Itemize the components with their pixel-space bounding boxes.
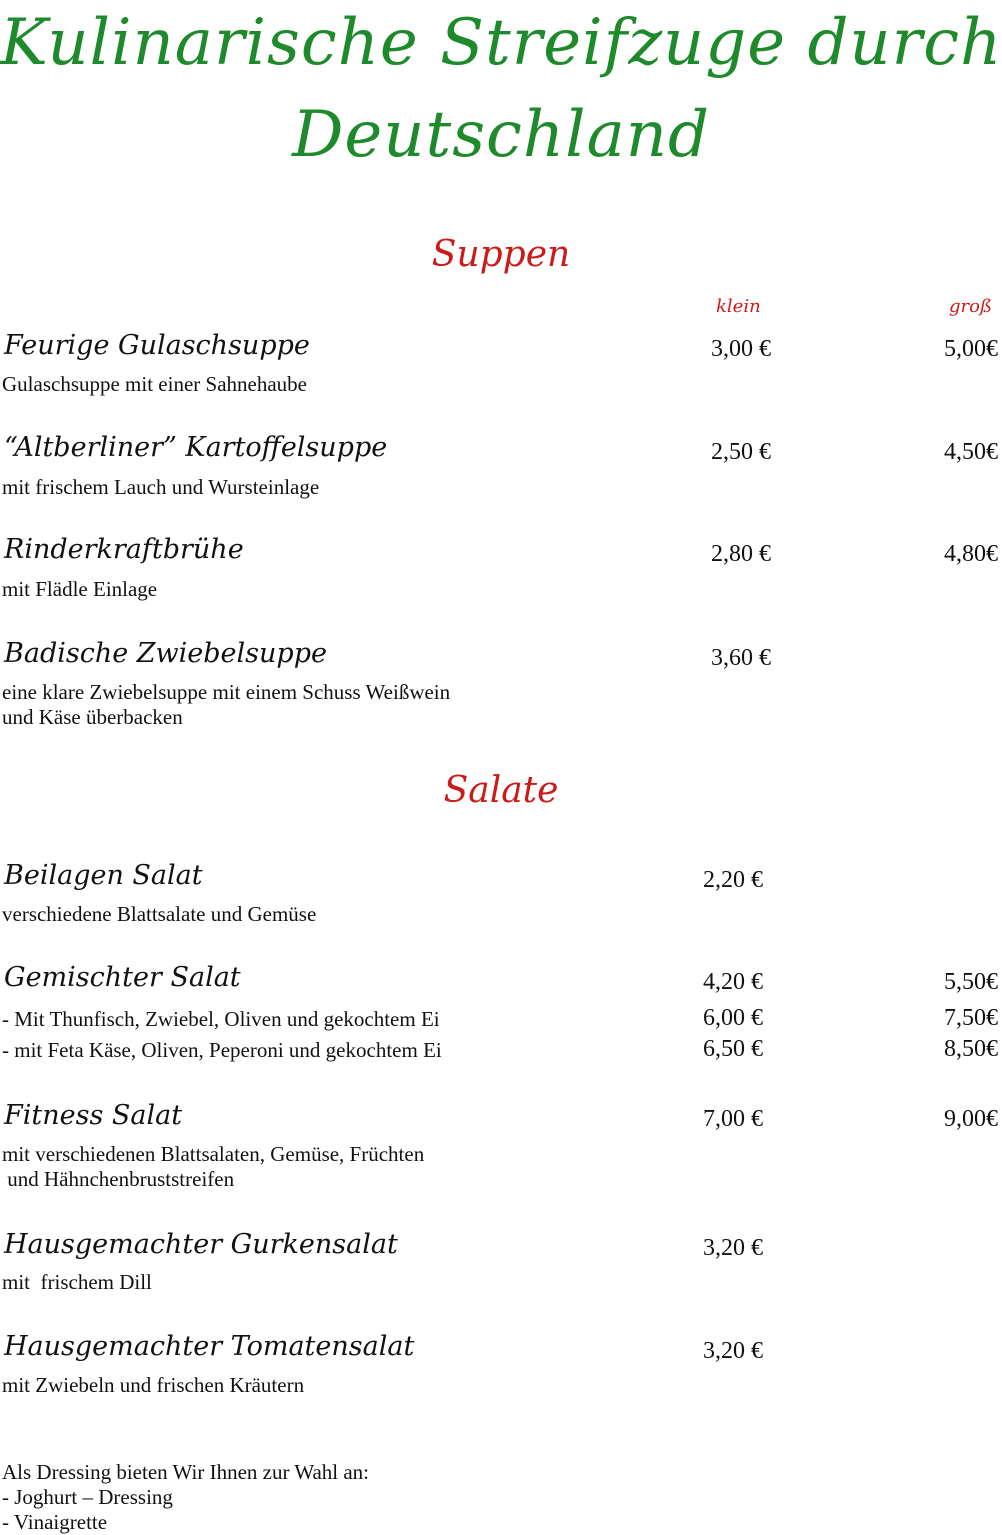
price-small: 7,00 € bbox=[703, 1106, 763, 1132]
price-small: 6,50 € bbox=[703, 1036, 763, 1062]
dish-description: verschiedene Blattsalate und Gemüse bbox=[2, 902, 317, 926]
dish-name: Rinderkraftbrühe bbox=[4, 534, 244, 565]
price-small: 6,00 € bbox=[703, 1005, 763, 1031]
price-small: 3,60 € bbox=[711, 645, 771, 671]
dish-description: mit Flädle Einlage bbox=[2, 577, 158, 601]
dish-name: Badische Zwiebelsuppe bbox=[4, 638, 327, 669]
dish-variant: - Mit Thunfisch, Zwiebel, Oliven und gekochtem Ei bbox=[2, 1007, 440, 1031]
dish-description: mit frischem Dill bbox=[2, 1270, 152, 1294]
column-header-small: klein bbox=[716, 296, 761, 317]
section-heading-salate: Salate bbox=[443, 770, 559, 811]
price-small: 2,20 € bbox=[703, 867, 763, 893]
dressing-option: - Joghurt – Dressing bbox=[2, 1485, 173, 1509]
dish-description: eine klare Zwiebelsuppe mit einem Schuss Weißwein bbox=[2, 680, 451, 704]
price-small: 2,80 € bbox=[711, 541, 771, 567]
price-large: 7,50€ bbox=[944, 1005, 998, 1031]
dish-description: mit frischem Lauch und Wursteinlage bbox=[2, 475, 320, 499]
price-small: 2,50 € bbox=[711, 439, 771, 465]
dish-name: “Altberliner” Kartoffelsuppe bbox=[4, 432, 388, 463]
dish-name: Gemischter Salat bbox=[4, 962, 241, 993]
dish-description: mit verschiedenen Blattsalaten, Gemüse, Früchten bbox=[2, 1142, 425, 1166]
dressing-intro: Als Dressing bieten Wir Ihnen zur Wahl an: bbox=[2, 1460, 370, 1484]
price-small: 3,20 € bbox=[703, 1338, 763, 1364]
dish-description-continued: und Hähnchenbruststreifen bbox=[2, 1167, 235, 1191]
price-large: 8,50€ bbox=[944, 1036, 998, 1062]
dish-name: Feurige Gulaschsuppe bbox=[4, 330, 310, 361]
price-large: 5,00€ bbox=[944, 336, 998, 362]
dish-description-continued: und Käse überbacken bbox=[2, 705, 183, 729]
dish-description: Gulaschsuppe mit einer Sahnehaube bbox=[2, 372, 307, 396]
menu-title-line-1: Kulinarische Streifzuge durch bbox=[0, 6, 1002, 80]
dish-description: mit Zwiebeln und frischen Kräutern bbox=[2, 1373, 305, 1397]
dressing-option: - Vinaigrette bbox=[2, 1510, 108, 1534]
price-large: 9,00€ bbox=[944, 1106, 998, 1132]
dish-name: Beilagen Salat bbox=[4, 860, 203, 891]
section-heading-suppen: Suppen bbox=[431, 234, 571, 275]
price-small: 3,00 € bbox=[711, 336, 771, 362]
dish-name: Hausgemachter Gurkensalat bbox=[4, 1229, 398, 1260]
dish-variant: - mit Feta Käse, Oliven, Peperoni und gekochtem Ei bbox=[2, 1038, 442, 1062]
menu-title-line-2: Deutschland bbox=[292, 98, 710, 172]
dish-name: Hausgemachter Tomatensalat bbox=[4, 1331, 415, 1362]
price-small: 3,20 € bbox=[703, 1235, 763, 1261]
price-large: 4,80€ bbox=[944, 541, 998, 567]
price-small: 4,20 € bbox=[703, 969, 763, 995]
column-header-large: groß bbox=[949, 296, 992, 317]
dish-name: Fitness Salat bbox=[4, 1100, 183, 1131]
price-large: 4,50€ bbox=[944, 439, 998, 465]
price-large: 5,50€ bbox=[944, 969, 998, 995]
